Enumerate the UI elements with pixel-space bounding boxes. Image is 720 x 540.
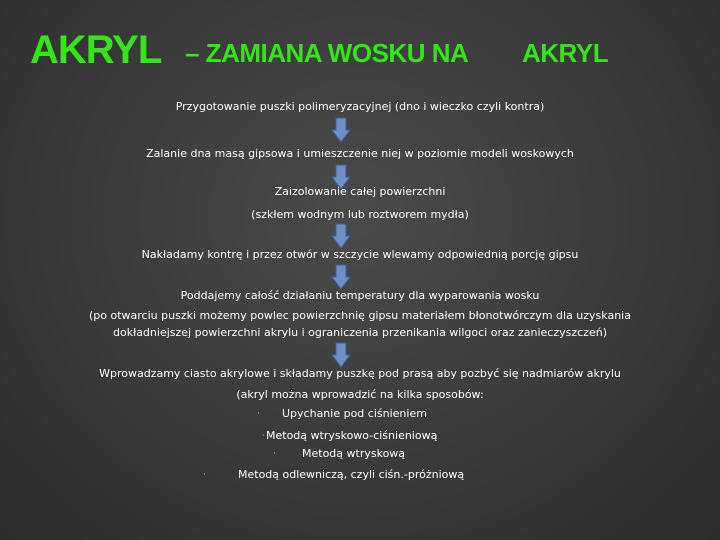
- step-5-note-line-1: (po otwarciu puszki możemy powlec powierzchnię gipsu materiałem błonotwórczym dla uzyskania: [89, 309, 631, 322]
- down-arrow-icon: [331, 117, 351, 143]
- step-3-note: (szkłem wodnym lub roztworem mydła): [251, 208, 469, 221]
- step-6: Wprowadzamy ciasto akrylowe i składamy puszkę pod prasą aby pozbyć się nadmiarów akrylu: [99, 367, 621, 380]
- method-item: Metodą odlewniczą, czyli ciśn.-próżniową: [238, 468, 465, 481]
- step-4: Nakładamy kontrę i przez otwór w szczycie wlewamy odpowiednią porcję gipsu: [141, 248, 579, 261]
- step-2: Zalanie dna masą gipsowa i umieszczenie niej w poziomie modeli woskowych: [146, 147, 574, 160]
- step-3: Zaizolowanie całej powierzchni: [274, 185, 446, 198]
- bullet-icon: ·: [257, 409, 260, 419]
- method-item: Metodą wtryskową: [302, 447, 406, 460]
- title-zamiana-wosku: – ZAMIANA WOSKU NA: [185, 38, 469, 68]
- step-5-note-line-2: dokładniejszej powierzchni akrylu i ograniczenia przenikania wilgoci oraz zanieczyszczeń): [112, 326, 607, 339]
- slide-title: [0, 28, 720, 80]
- method-item: Metodą wtryskowo-ciśnieniową: [266, 429, 438, 442]
- bullet-icon: ·: [273, 449, 276, 459]
- down-arrow-icon: [331, 223, 351, 249]
- down-arrow-icon: [331, 342, 351, 368]
- title-akryl: AKRYL: [522, 38, 609, 68]
- bullet-icon: ·: [203, 470, 206, 480]
- step-1: Przygotowanie puszki polimeryzacyjnej (dno i wieczko czyli kontra): [175, 100, 545, 113]
- method-item: Upychanie pod ciśnieniem: [282, 407, 427, 420]
- down-arrow-icon: [331, 264, 351, 290]
- bullet-icon: ·: [262, 431, 265, 441]
- title-akryl-large: AKRYL: [30, 28, 162, 72]
- step-5: Poddajemy całość działaniu temperatury dla wyparowania wosku: [180, 289, 540, 302]
- step-6-note: (akryl można wprowadzić na kilka sposobów:: [236, 388, 484, 401]
